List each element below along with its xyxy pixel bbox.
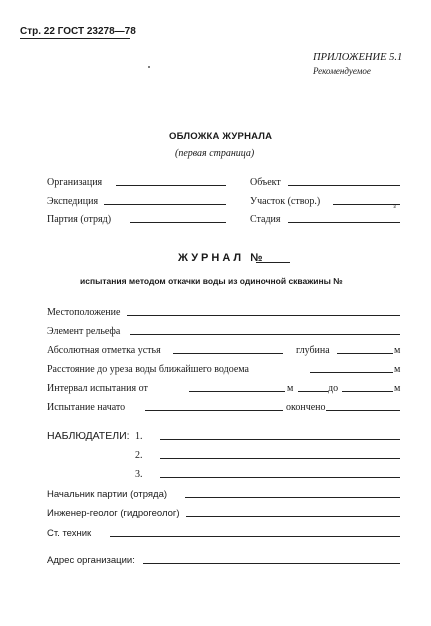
appendix-title: ПРИЛОЖЕНИЕ 5.1 [313, 52, 403, 63]
field-party-label: Партия (отряд) [47, 214, 112, 225]
field-expedition-line[interactable] [104, 204, 226, 205]
unit-m-3: м [287, 383, 294, 394]
field-relief-line[interactable] [130, 334, 400, 335]
field-expedition-label: Экспедиция [47, 196, 99, 207]
unit-m-1: м [394, 345, 401, 356]
field-stage-label: Стадия [250, 214, 281, 225]
field-finished-line[interactable] [326, 410, 400, 411]
page-header: Стр. 22 ГОСТ 23278—78 [20, 26, 136, 37]
field-abs-mark-line[interactable] [173, 353, 283, 354]
field-depth-line[interactable] [337, 353, 393, 354]
address-line[interactable] [143, 563, 400, 564]
field-started-label: Испытание начато [47, 402, 126, 413]
observers-label: НАБЛЮДАТЕЛИ: [47, 430, 130, 442]
field-interval-gap-line [298, 391, 328, 392]
technician-label: Ст. техник [47, 528, 92, 539]
cover-subtitle: (первая страница) [175, 148, 255, 159]
cover-title: ОБЛОЖКА ЖУРНАЛА [169, 131, 273, 142]
field-organization-line[interactable] [116, 185, 226, 186]
field-location-line[interactable] [127, 315, 400, 316]
field-interval-label: Интервал испытания от [47, 383, 148, 394]
field-depth-label: глубина [296, 345, 330, 356]
section-mark: з [393, 202, 396, 210]
address-label: Адрес организации: [47, 555, 135, 566]
engineer-line[interactable] [186, 516, 400, 517]
journal-title: ЖУРНАЛ № [178, 252, 266, 264]
field-abs-mark-label: Абсолютная отметка устья [47, 345, 161, 356]
field-interval-to-label: до [328, 383, 339, 394]
field-distance-line[interactable] [310, 372, 393, 373]
field-organization-label: Организация [47, 177, 103, 188]
field-relief-label: Элемент рельефа [47, 326, 121, 337]
engineer-label: Инженер-геолог (гидрогеолог) [47, 508, 180, 519]
journal-subtitle: испытания методом откачки воды из одиночной скважины № [80, 276, 343, 286]
field-object-line[interactable] [288, 185, 400, 186]
observer-1-line[interactable] [160, 439, 400, 440]
appendix-note: Рекомендуемое [313, 66, 371, 76]
observer-2-line[interactable] [160, 458, 400, 459]
observer-1-number: 1. [135, 431, 143, 442]
unit-m-4: м [394, 383, 401, 394]
field-finished-label: окончено [286, 402, 326, 413]
field-party-line[interactable] [130, 222, 226, 223]
field-stage-line[interactable] [288, 222, 400, 223]
technician-line[interactable] [110, 536, 400, 537]
journal-number-line[interactable] [256, 262, 290, 263]
observer-3-line[interactable] [160, 477, 400, 478]
field-distance-label: Расстояние до уреза воды ближайшего водоема [47, 364, 249, 375]
chief-label: Начальник партии (отряда) [47, 489, 168, 500]
speck [148, 66, 150, 68]
unit-m-2: м [394, 364, 401, 375]
observer-3-number: 3. [135, 469, 143, 480]
field-interval-from-line[interactable] [189, 391, 285, 392]
observer-2-number: 2. [135, 450, 143, 461]
field-section-line[interactable] [333, 204, 400, 205]
field-interval-to-line[interactable] [342, 391, 393, 392]
field-object-label: Объект [250, 177, 281, 188]
field-section-label: Участок (створ.) [250, 196, 321, 207]
chief-line[interactable] [185, 497, 400, 498]
header-rule [20, 38, 130, 39]
field-started-line[interactable] [145, 410, 283, 411]
field-location-label: Местоположение [47, 307, 121, 318]
